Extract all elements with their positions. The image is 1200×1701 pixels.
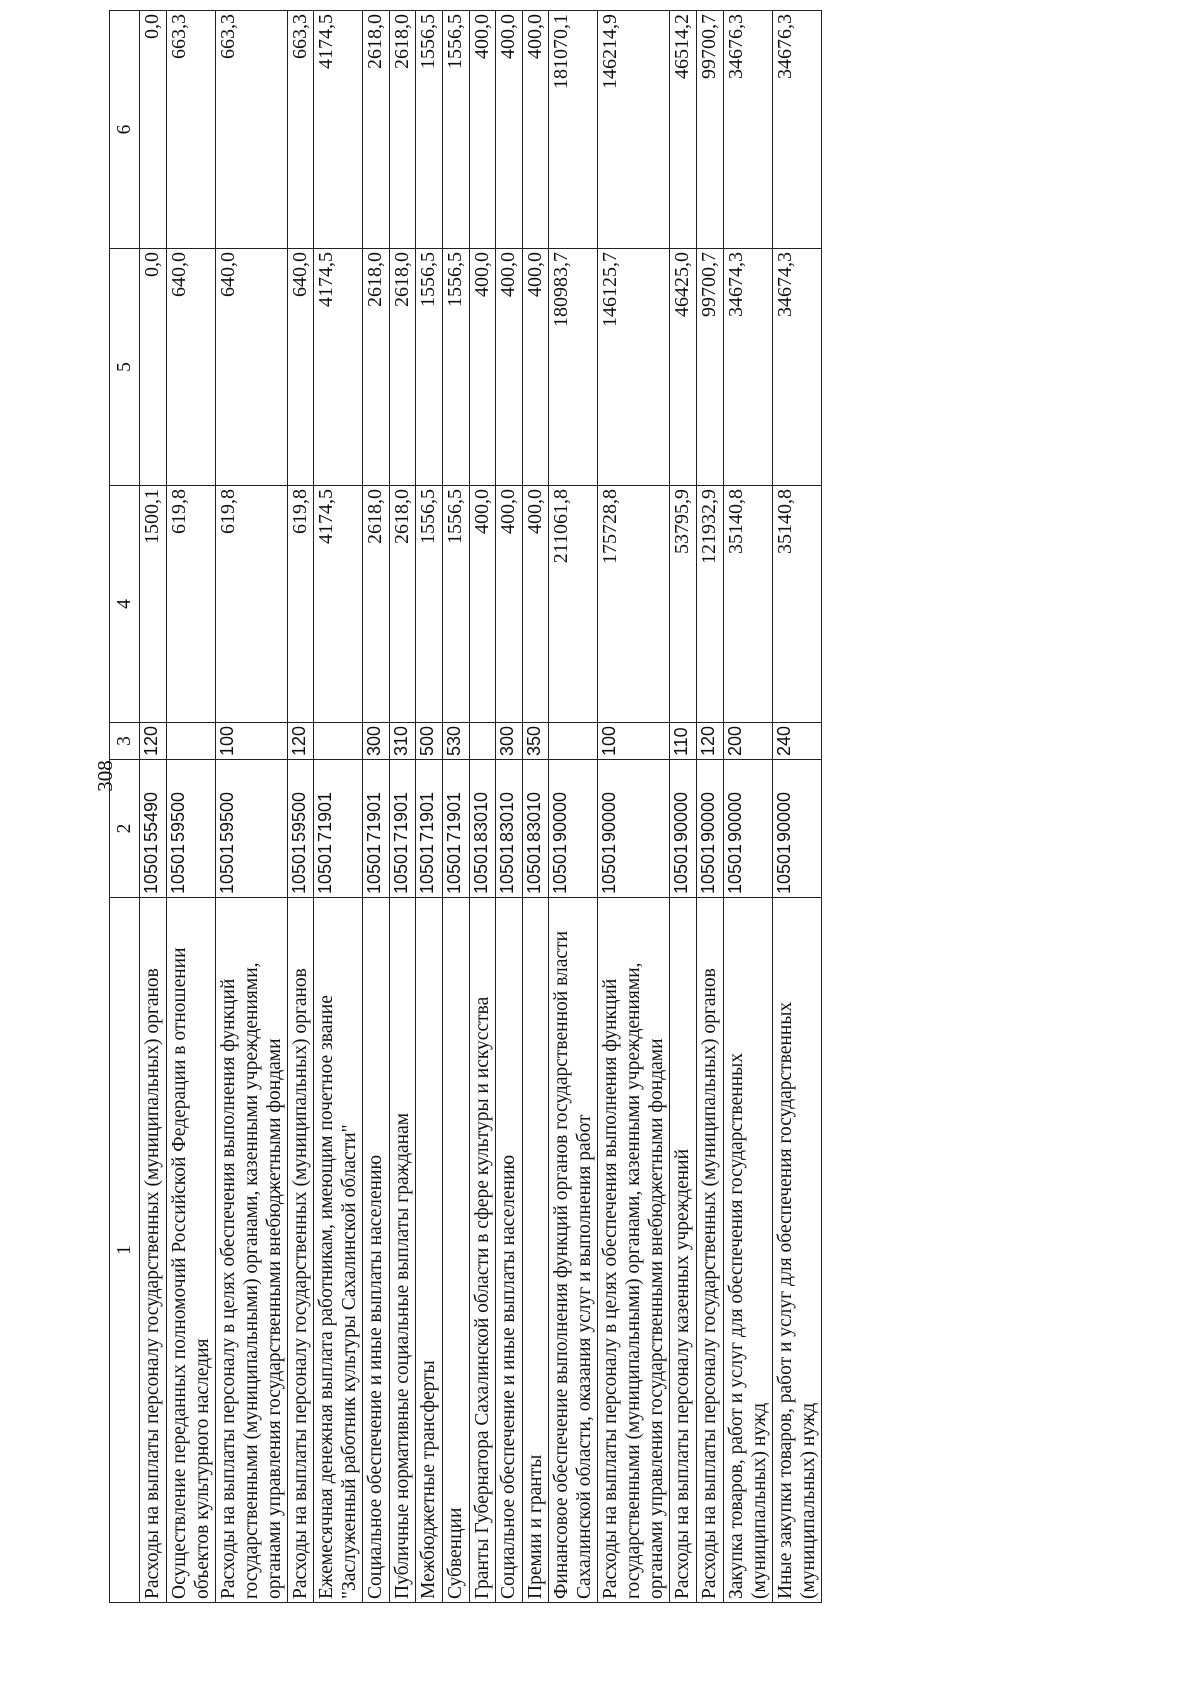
amount-col4-cell: 619,8 [166, 486, 215, 723]
target-article-code: 71901 [364, 791, 385, 842]
row-name-cell: Субвенции [442, 898, 469, 1603]
row-name-cell: Расходы на выплаты персоналу в целях обеспечения выполнения функций государственными (муниципальными) органами, казенными учреждениями, органами управления государственными внебюджетными фондами [598, 898, 670, 1603]
amount-col4-cell: 53795,9 [670, 486, 697, 723]
section-code: 10501 [599, 843, 620, 894]
amount-col5-cell: 2618,0 [363, 249, 390, 486]
table-row [549, 11, 598, 1603]
target-article-code: 90000 [550, 791, 571, 842]
amount-col6-cell: 663,3 [166, 11, 215, 249]
target-article-code: 71901 [443, 791, 464, 842]
row-code-cell [140, 760, 167, 898]
row-code-cell [416, 760, 443, 898]
table-row [363, 11, 390, 1603]
target-article-code: 71901 [315, 791, 336, 842]
expense-type-cell [549, 723, 598, 760]
section-code: 10501 [315, 843, 336, 894]
amount-col4-cell: 2618,0 [363, 486, 390, 723]
amount-col4-cell: 400,0 [522, 486, 549, 723]
section-code: 10501 [724, 843, 745, 894]
section-code: 10501 [697, 843, 718, 894]
target-article-code: 83010 [523, 791, 544, 842]
amount-col6-cell: 181070,1 [549, 11, 598, 249]
target-article-code: 59500 [167, 791, 188, 842]
target-article-code: 59500 [288, 791, 309, 842]
column-header: 1 [110, 898, 140, 1603]
row-code-cell [496, 760, 523, 898]
table-row [598, 11, 670, 1603]
table-row [287, 11, 314, 1603]
amount-col6-cell: 400,0 [496, 11, 523, 249]
table-row [496, 11, 523, 1603]
row-code-cell [363, 760, 390, 898]
amount-col5-cell: 640,0 [287, 249, 314, 486]
amount-col6-cell: 34676,3 [772, 11, 821, 249]
table-row [215, 11, 287, 1603]
section-code: 10501 [390, 843, 411, 894]
amount-col4-cell: 1556,5 [442, 486, 469, 723]
amount-col5-cell: 34674,3 [772, 249, 821, 486]
amount-col5-cell: 46425,0 [670, 249, 697, 486]
amount-col6-cell: 2618,0 [363, 11, 390, 249]
row-name-cell: Закупка товаров, работ и услуг для обеспечения государственных (муниципальных) нужд [723, 898, 772, 1603]
section-code: 10501 [167, 843, 188, 894]
expense-type-cell [469, 723, 496, 760]
amount-col4-cell: 619,8 [215, 486, 287, 723]
expense-type-cell: 300 [496, 723, 523, 760]
table-row [442, 11, 469, 1603]
section-code: 10501 [443, 843, 464, 894]
amount-col4-cell: 1556,5 [416, 486, 443, 723]
amount-col6-cell: 146214,9 [598, 11, 670, 249]
table-row [314, 11, 363, 1603]
row-name-cell: Премии и гранты [522, 898, 549, 1603]
row-code-cell [549, 760, 598, 898]
table-row [166, 11, 215, 1603]
amount-col4-cell: 35140,8 [723, 486, 772, 723]
row-code-cell [670, 760, 697, 898]
row-name-cell: Иные закупки товаров, работ и услуг для обеспечения государственных (муниципальных) нужд [772, 898, 821, 1603]
row-name-cell: Расходы на выплаты персоналу государственных (муниципальных) органов [696, 898, 723, 1603]
amount-col5-cell: 640,0 [166, 249, 215, 486]
amount-col4-cell: 400,0 [469, 486, 496, 723]
amount-col5-cell: 400,0 [522, 249, 549, 486]
section-code: 10501 [470, 843, 491, 894]
amount-col5-cell: 400,0 [496, 249, 523, 486]
row-name-cell: Социальное обеспечение и иные выплаты населению [363, 898, 390, 1603]
row-code-cell [166, 760, 215, 898]
amount-col5-cell: 4174,5 [314, 249, 363, 486]
section-code: 10501 [523, 843, 544, 894]
expense-type-cell [314, 723, 363, 760]
expense-type-cell: 120 [140, 723, 167, 760]
amount-col6-cell: 400,0 [522, 11, 549, 249]
section-code: 10501 [417, 843, 438, 894]
expense-type-cell: 200 [723, 723, 772, 760]
column-header: 6 [110, 11, 140, 249]
column-header: 4 [110, 486, 140, 723]
row-name-cell: Публичные нормативные социальные выплаты гражданам [389, 898, 416, 1603]
row-code-cell [598, 760, 670, 898]
amount-col6-cell: 400,0 [469, 11, 496, 249]
row-name-cell: Расходы на выплаты персоналу государственных (муниципальных) органов [140, 898, 167, 1603]
row-name-cell: Финансовое обеспечение выполнения функций органов государственной власти Сахалинской области, оказания услуг и выполнения работ [549, 898, 598, 1603]
table-row [723, 11, 772, 1603]
target-article-code: 83010 [470, 791, 491, 842]
amount-col6-cell: 0,0 [140, 11, 167, 249]
amount-col4-cell: 35140,8 [772, 486, 821, 723]
target-article-code: 90000 [773, 791, 794, 842]
amount-col4-cell: 1500,1 [140, 486, 167, 723]
target-article-code: 71901 [390, 791, 411, 842]
amount-col6-cell: 34676,3 [723, 11, 772, 249]
amount-col4-cell: 4174,5 [314, 486, 363, 723]
row-code-cell [314, 760, 363, 898]
amount-col6-cell: 663,3 [287, 11, 314, 249]
expense-type-cell: 240 [772, 723, 821, 760]
expense-type-cell: 120 [696, 723, 723, 760]
section-code: 10501 [773, 843, 794, 894]
row-code-cell [215, 760, 287, 898]
expense-type-cell: 530 [442, 723, 469, 760]
row-code-cell [696, 760, 723, 898]
amount-col5-cell: 0,0 [140, 249, 167, 486]
table-row [140, 11, 167, 1603]
column-header: 5 [110, 249, 140, 486]
section-code: 10501 [288, 843, 309, 894]
target-article-code: 90000 [671, 791, 692, 842]
amount-col6-cell: 99700,7 [696, 11, 723, 249]
row-code-cell [469, 760, 496, 898]
table-row [522, 11, 549, 1603]
page-number: 308 [93, 760, 117, 792]
table-row [389, 11, 416, 1603]
amount-col5-cell: 1556,5 [442, 249, 469, 486]
table-header [110, 11, 140, 1603]
section-code: 10501 [364, 843, 385, 894]
amount-col5-cell: 2618,0 [389, 249, 416, 486]
target-article-code: 90000 [724, 791, 745, 842]
section-code: 10501 [497, 843, 518, 894]
header-row [110, 11, 140, 1603]
target-article-code: 90000 [697, 791, 718, 842]
row-name-cell: Ежемесячная денежная выплата работникам, имеющим почетное звание "Заслуженный работник культуры Сахалинской области" [314, 898, 363, 1603]
row-name-cell: Расходы на выплаты персоналу казенных учреждений [670, 898, 697, 1603]
expense-type-cell: 350 [522, 723, 549, 760]
expense-type-cell [166, 723, 215, 760]
amount-col4-cell: 400,0 [496, 486, 523, 723]
target-article-code: 83010 [497, 791, 518, 842]
table-row [696, 11, 723, 1603]
expense-type-cell: 500 [416, 723, 443, 760]
table-row [670, 11, 697, 1603]
amount-col5-cell: 400,0 [469, 249, 496, 486]
row-name-cell: Расходы на выплаты персоналу государственных (муниципальных) органов [287, 898, 314, 1603]
row-code-cell [522, 760, 549, 898]
expense-type-cell: 300 [363, 723, 390, 760]
amount-col4-cell: 211061,8 [549, 486, 598, 723]
amount-col6-cell: 1556,5 [442, 11, 469, 249]
amount-col6-cell: 663,3 [215, 11, 287, 249]
budget-table [109, 10, 822, 1603]
amount-col4-cell: 619,8 [287, 486, 314, 723]
target-article-code: 59500 [216, 791, 237, 842]
expense-type-cell: 100 [598, 723, 670, 760]
amount-col6-cell: 2618,0 [389, 11, 416, 249]
amount-col5-cell: 146125,7 [598, 249, 670, 486]
table-row [469, 11, 496, 1603]
row-code-cell [287, 760, 314, 898]
row-code-cell [389, 760, 416, 898]
column-header: 2 [110, 760, 140, 898]
target-article-code: 55490 [141, 791, 161, 842]
amount-col5-cell: 1556,5 [416, 249, 443, 486]
row-code-cell [442, 760, 469, 898]
table-row [772, 11, 821, 1603]
section-code: 10501 [141, 843, 161, 894]
expense-type-cell: 120 [287, 723, 314, 760]
row-name-cell: Социальное обеспечение и иные выплаты населению [496, 898, 523, 1603]
amount-col4-cell: 2618,0 [389, 486, 416, 723]
amount-col5-cell: 180983,7 [549, 249, 598, 486]
row-name-cell: Расходы на выплаты персоналу в целях обеспечения выполнения функций государственными (муниципальными) органами, казенными учреждениями, органами управления государственными внебюджетными фондами [215, 898, 287, 1603]
amount-col4-cell: 175728,8 [598, 486, 670, 723]
row-code-cell [772, 760, 821, 898]
section-code: 10501 [550, 843, 571, 894]
section-code: 10501 [216, 843, 237, 894]
amount-col5-cell: 99700,7 [696, 249, 723, 486]
row-name-cell: Осуществление переданных полномочий Российской Федерации в отношении объектов культурного наследия [166, 898, 215, 1603]
amount-col5-cell: 34674,3 [723, 249, 772, 486]
section-code: 10501 [671, 843, 692, 894]
target-article-code: 90000 [599, 791, 620, 842]
amount-col6-cell: 4174,5 [314, 11, 363, 249]
row-name-cell: Гранты Губернатора Сахалинской области в сфере культуры и искусства [469, 898, 496, 1603]
table-row [416, 11, 443, 1603]
amount-col6-cell: 1556,5 [416, 11, 443, 249]
target-article-code: 71901 [417, 791, 438, 842]
table-body [140, 11, 822, 1603]
expense-type-cell: 110 [670, 723, 697, 760]
amount-col6-cell: 46514,2 [670, 11, 697, 249]
row-code-cell [723, 760, 772, 898]
amount-col5-cell: 640,0 [215, 249, 287, 486]
column-header: 3 [110, 723, 140, 760]
amount-col4-cell: 121932,9 [696, 486, 723, 723]
expense-type-cell: 100 [215, 723, 287, 760]
expense-type-cell: 310 [389, 723, 416, 760]
row-name-cell: Межбюджетные трансферты [416, 898, 443, 1603]
